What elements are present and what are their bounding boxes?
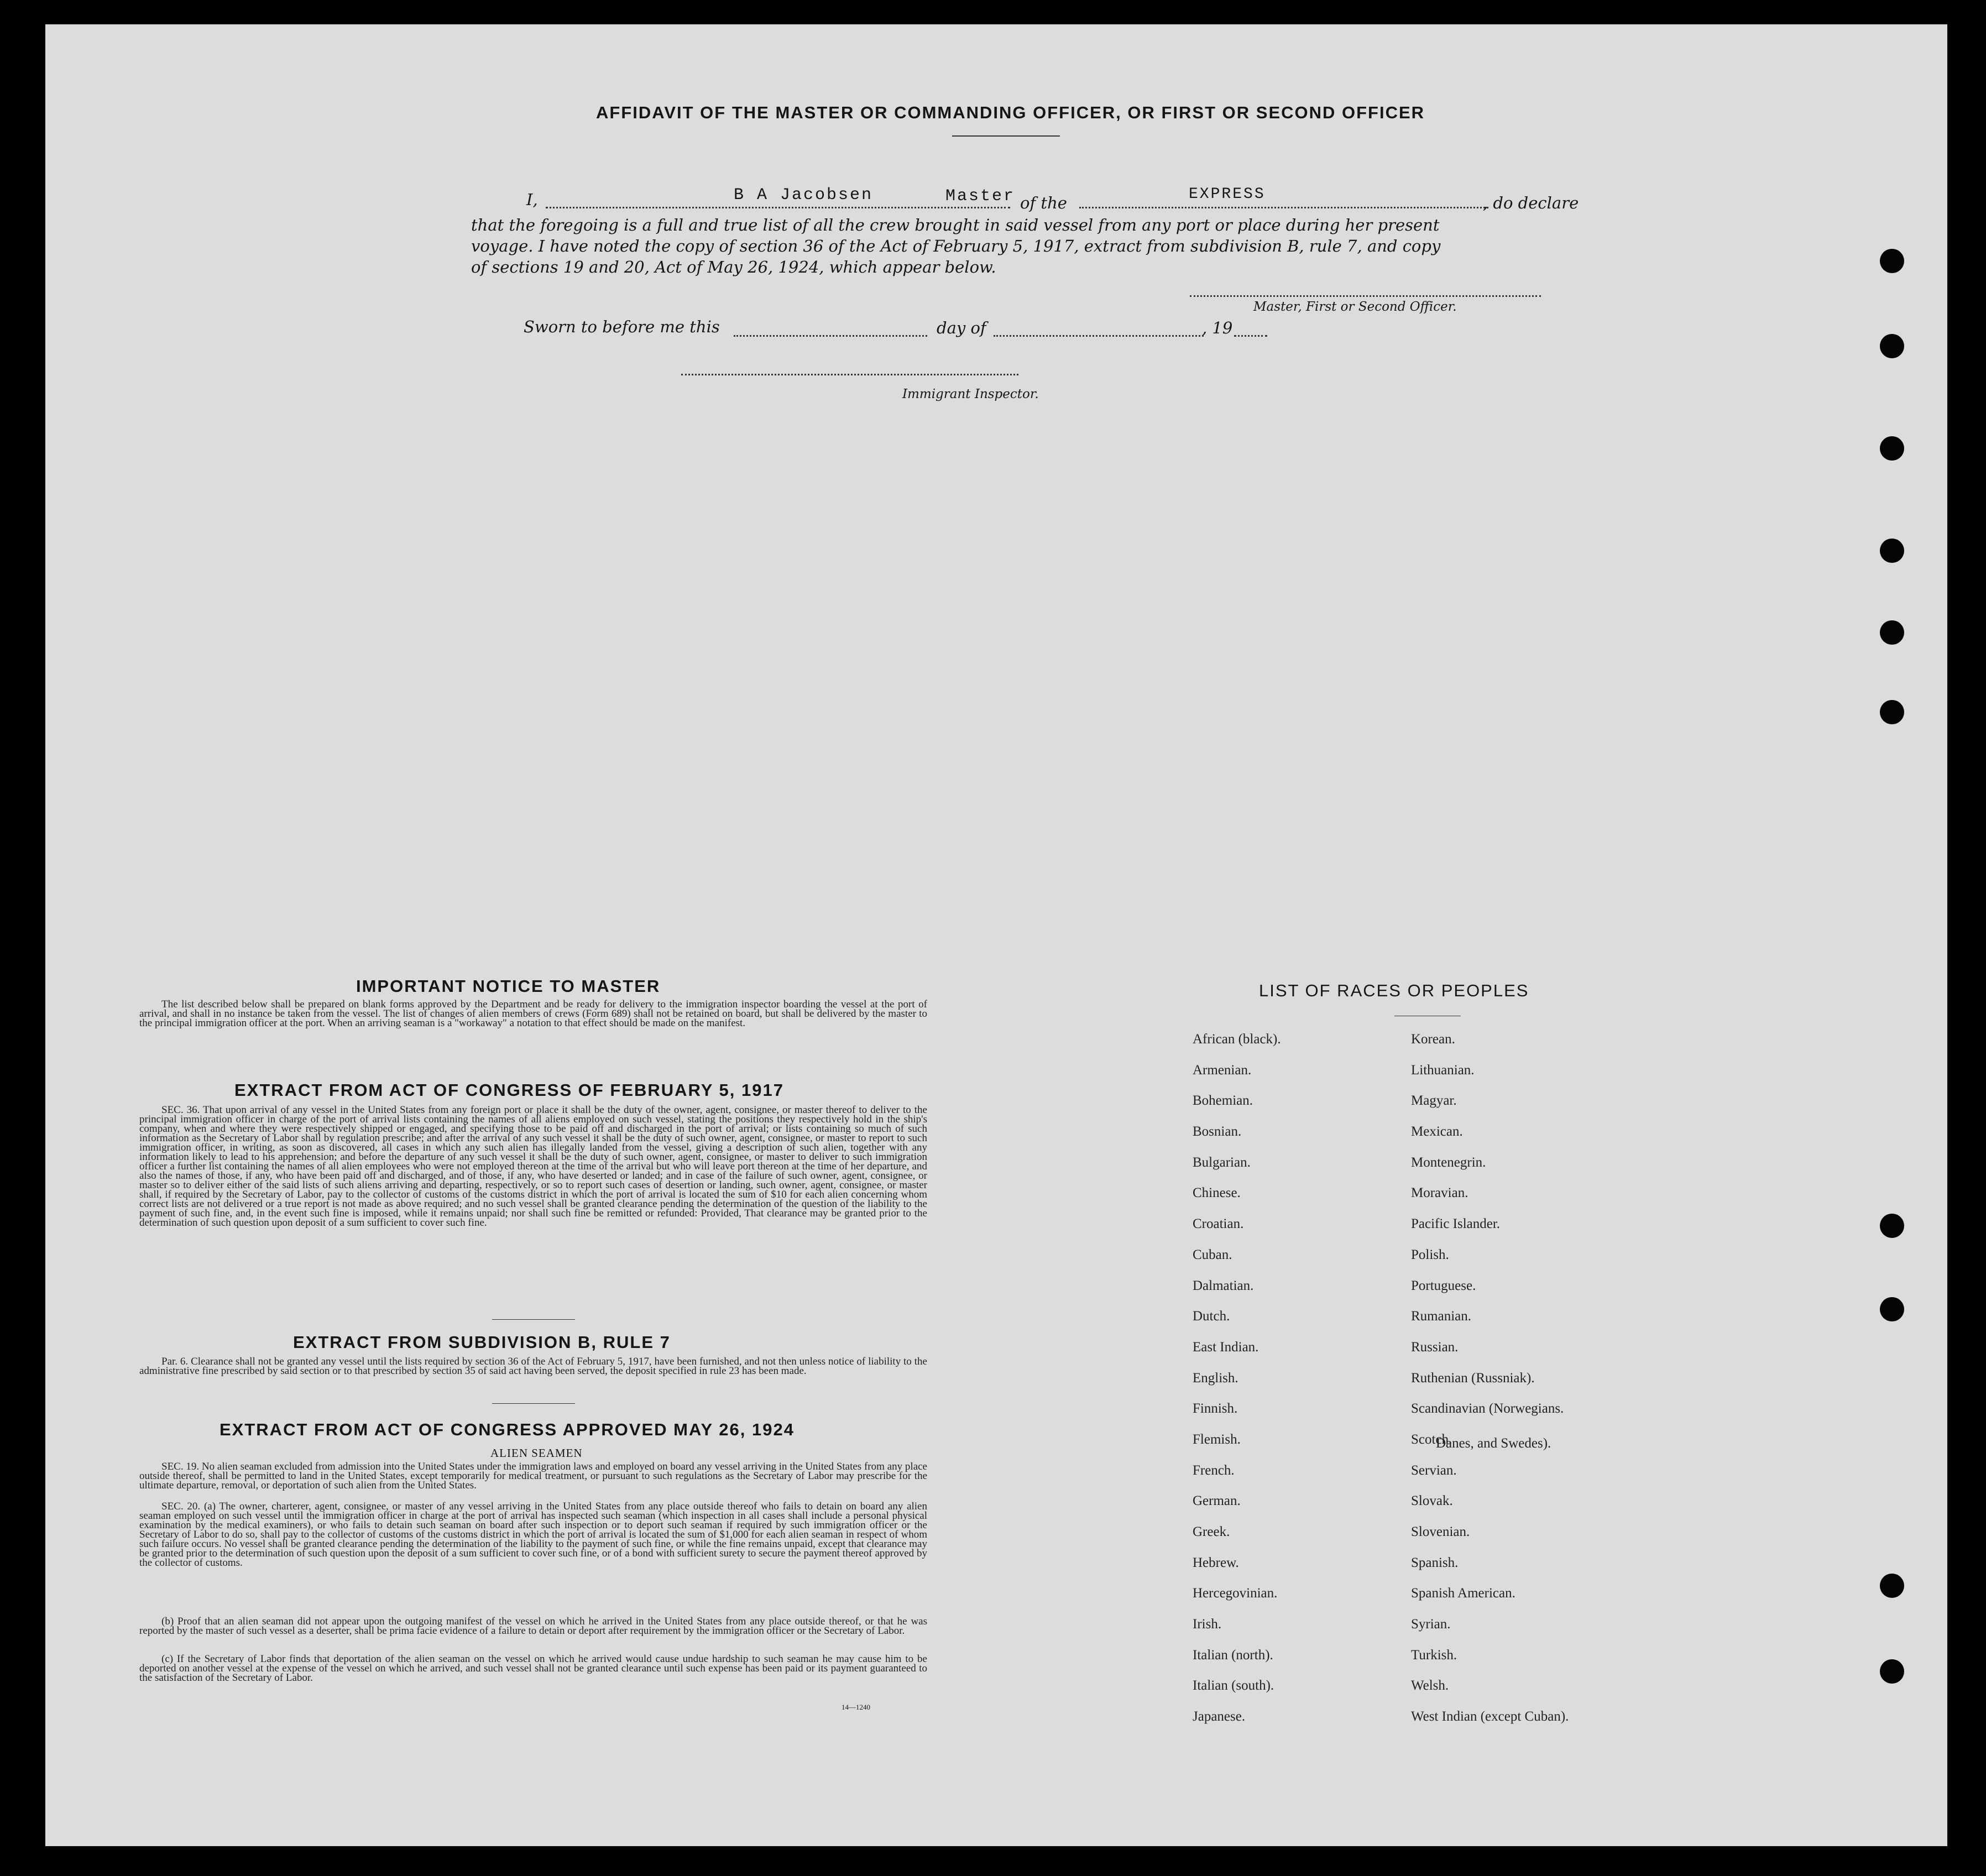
sworn-day-line <box>734 335 927 337</box>
binder-hole-icon <box>1880 249 1904 273</box>
race-item: Japanese. <box>1193 1709 1246 1725</box>
section-20b-text: (b) Proof that an alien seaman did not appear upon the outgoing manifest of the vessel on which he arrived in the United States from any place outside thereof, or that he was reported by the master of such vessel as a deserter, shall be prima facie evidence of a failure to detain or deport after requirement by the immigration officer or the Secretary of Labor. <box>139 1616 927 1637</box>
races-left-column <box>1193 1032 1281 1740</box>
section-20c-text: (c) If the Secretary of Labor finds that deportation of the alien seaman on the vessel on which he arrived would cause undue hardship to such seaman he may cause him to be deported on another vessel at the expense of the vessel on which he arrived, and such vessel shall not be granted clearance until such expense has been paid or its payment guaranteed to the satisfaction of the Secretary of Labor. <box>139 1653 927 1684</box>
race-item: Finnish. <box>1193 1401 1238 1417</box>
race-item: French. <box>1193 1462 1235 1478</box>
race-item: Hercegovinian. <box>1193 1586 1278 1601</box>
race-item: African (black). <box>1193 1032 1281 1047</box>
race-item: Lithuanian. <box>1411 1062 1475 1078</box>
race-item: Magyar. <box>1411 1093 1457 1109</box>
race-item: Portuguese. <box>1411 1278 1476 1293</box>
vessel-line <box>1079 207 1488 208</box>
affidavit-title: AFFIDAVIT OF THE MASTER OR COMMANDING OFFICER, OR FIRST OR SECOND OFFICER <box>596 103 1425 122</box>
signature-caption: Master, First or Second Officer. <box>1253 300 1457 314</box>
race-item-continuation: Danes, and Swedes). <box>1436 1436 1551 1451</box>
divider-rule7 <box>492 1403 575 1404</box>
race-item: West Indian (except Cuban). <box>1411 1709 1569 1725</box>
binder-hole-icon <box>1880 334 1904 358</box>
race-item: Croatian. <box>1193 1216 1244 1232</box>
affidavit-line-4: of sections 19 and 20, Act of May 26, 1924, which appear below. <box>471 258 996 276</box>
binder-hole-icon <box>1880 1659 1904 1684</box>
alien-seamen-subtitle: ALIEN SEAMEN <box>490 1446 583 1460</box>
binder-hole-icon <box>1880 1214 1904 1238</box>
binder-hole-icon <box>1880 700 1904 724</box>
race-item: Montenegrin. <box>1411 1154 1486 1170</box>
binder-hole-icon <box>1880 620 1904 645</box>
divider-1917 <box>492 1319 575 1320</box>
race-item: Ruthenian (Russniak). <box>1411 1370 1535 1386</box>
race-item: German. <box>1193 1493 1241 1509</box>
day-of-label: day of <box>937 318 986 337</box>
vessel-name-field: EXPRESS <box>1189 186 1266 203</box>
inspector-caption: Immigrant Inspector. <box>902 387 1039 401</box>
race-item: Polish. <box>1411 1247 1449 1262</box>
race-item: Slovenian. <box>1411 1524 1470 1539</box>
master-name-field: B A Jacobsen <box>734 186 874 205</box>
race-item: Spanish. <box>1411 1555 1459 1570</box>
race-item: Korean. <box>1411 1032 1455 1047</box>
title-underline <box>952 135 1060 137</box>
race-item: Servian. <box>1411 1462 1457 1478</box>
race-item: Hebrew. <box>1193 1555 1239 1570</box>
race-item: Cuban. <box>1193 1247 1232 1262</box>
race-item: Italian (north). <box>1193 1647 1273 1663</box>
race-item: Rumanian. <box>1411 1309 1472 1324</box>
race-item: Chinese. <box>1193 1185 1241 1201</box>
races-right-column <box>1411 1032 1569 1740</box>
race-item: Syrian. <box>1411 1617 1451 1632</box>
race-item: Slovak. <box>1411 1493 1453 1509</box>
sworn-month-line <box>994 335 1204 337</box>
races-title: LIST OF RACES OR PEOPLES <box>1259 981 1529 1000</box>
document-page <box>45 24 1947 1846</box>
binder-hole-icon <box>1880 1574 1904 1598</box>
extract-1917-text: SEC. 36. That upon arrival of any vessel in the United States from any foreign port or place it shall be the duty of the owner, agent, consignee, or master thereof to deliver to the principal immigration officer in charge of the port of arrival lists containing the names of all aliens employed on such vessel, stating the positions they respectively hold in the ship's company, when and where they were respectively shipped or engaged, and specifying those to be paid off and discharged in the port of arrival; or lists containing so much of such information as the Secretary of Labor shall by regulation prescribe; and after the arrival of any such vessel it shall be the duty of such owner, agent, consignee, or master to report to such immigration officer, in writing, as soon as discovered, all cases in which any such alien has illegally landed from the vessel, giving a description of such alien, together with any information likely to lead to his apprehension; and before the departure of any such vessel it shall be the duty of such owner, agent, consignee, or master to deliver to such immigration officer a further list containing the names of all alien employees who were not employed thereon at the time of the arrival but who will leave port thereon at the time of her departure, and also the names of those, if any, who have been paid off and discharged, and of those, if any, who have deserted or landed; and in case of the failure of such owner, agent, consignee, or master so to deliver either of the said lists of such aliens arriving and departing, respectively, or so to report such cases of desertion or landing, such owner, agent, consignee, or master shall, if required by the Secretary of Labor, pay to the collector of customs of the customs district in which the port of arrival is located the sum of $10 for each alien concerning whom correct lists are not delivered or a true report is not made as above required; and no such vessel shall be granted clearance pending the determination of the question of the liability to the payment of such fine, and, in the event such fine is imposed, while it remains unpaid; nor shall such fine be remitted or refunded: Provided, That clearance may be granted prior to the determination of such question upon deposit of a sum sufficient to cover such fine. <box>139 1104 927 1229</box>
extract-1924-title: EXTRACT FROM ACT OF CONGRESS APPROVED MAY 26, 1924 <box>219 1420 795 1439</box>
signature-line <box>1190 295 1541 297</box>
master-rank-field: Master <box>945 187 1016 206</box>
race-item: Flemish. <box>1193 1431 1241 1447</box>
affidavit-line-3: voyage. I have noted the copy of section 36 of the Act of February 5, 1917, extract from subdivision B, rule 7, and copy <box>471 237 1441 255</box>
race-item: Bohemian. <box>1193 1093 1253 1109</box>
do-declare-label: , do declare <box>1483 194 1579 212</box>
race-item: Greek. <box>1193 1524 1230 1539</box>
affidavit-pronoun: I, <box>526 190 538 209</box>
sworn-label: Sworn to before me this <box>524 317 720 336</box>
section-20a-text: SEC. 20. (a) The owner, charterer, agent, consignee, or master of any vessel arriving in the United States from any place outside thereof who fails to detain on board any alien seaman employed on such vessel until the immigration officer in charge at the port of arrival has inspected such seaman (which inspection in all cases shall include a personal physical examination by the medical examiners), or who fails to detain such seaman on board after such inspection or to deport such seaman if required by such immigration officer or the Secretary of Labor to do so, shall pay to the collector of customs of the customs district in which the port of arrival is located the sum of $1,000 for each alien seaman in respect of whom such failure occurs. No vessel shall be granted clearance pending the determination of the liability to the payment of such fine, or while the fine remains unpaid, except that clearance may be granted prior to the determination of such question upon the deposit of a sum sufficient to cover such fine, or of a bond with sufficient surety to secure the payment thereof approved by the collector of customs. <box>139 1501 927 1569</box>
binder-hole-icon <box>1880 436 1904 461</box>
race-item: English. <box>1193 1370 1238 1386</box>
notice-title: IMPORTANT NOTICE TO MASTER <box>356 976 661 996</box>
race-item: Irish. <box>1193 1617 1222 1632</box>
race-item: Bulgarian. <box>1193 1154 1251 1170</box>
race-item: Turkish. <box>1411 1647 1457 1663</box>
race-item: Pacific Islander. <box>1411 1216 1501 1232</box>
race-item: Scandinavian (Norwegians. <box>1411 1401 1564 1417</box>
binder-hole-icon <box>1880 1297 1904 1321</box>
race-item: Moravian. <box>1411 1185 1468 1201</box>
race-item: Bosnian. <box>1193 1124 1242 1140</box>
race-item: Italian (south). <box>1193 1678 1274 1694</box>
name-line <box>546 207 1010 208</box>
rule7-title: EXTRACT FROM SUBDIVISION B, RULE 7 <box>293 1332 671 1352</box>
race-item: Mexican. <box>1411 1124 1463 1140</box>
binder-hole-icon <box>1880 539 1904 563</box>
race-item: Scotch. <box>1411 1431 1452 1447</box>
inspector-line <box>681 374 1018 375</box>
race-item: Armenian. <box>1193 1062 1252 1078</box>
affidavit-line-2: that the foregoing is a full and true list of all the crew brought in said vessel from any port or place during her present <box>471 216 1440 234</box>
section-19-text: SEC. 19. No alien seaman excluded from admission into the United States under the immigration laws and employed on board any vessel arriving in the United States from any place outside thereof, shall be permitted to land in the United States, except temporarily for medical treatment, or pursuant to such regulations as the Secretary of Labor may prescribe for the ultimate departure, removal, or deportation of such alien from the United States. <box>139 1461 927 1491</box>
race-item: Welsh. <box>1411 1678 1449 1694</box>
race-item: Russian. <box>1411 1339 1459 1355</box>
notice-text: The list described below shall be prepared on blank forms approved by the Department and be ready for delivery to the immigration inspector boarding the vessel at the port of arrival, and shall in no instance be taken from the vessel. The list of changes of alien members of crews (Form 689) shall not be retained on board, but shall be delivered by the master to the principal immigration officer at the port. When an arriving seaman is a "workaway" a notation to that effect should be made on the manifest. <box>139 999 927 1029</box>
of-the-label: of the <box>1020 194 1067 212</box>
rule7-text: Par. 6. Clearance shall not be granted any vessel until the lists required by section 36 of the Act of February 5, 1917, have been furnished, and not then unless notice of liability to the administrative fine prescribed by said section or to that prescribed by section 35 of said act having been served, the deposit specified in rule 23 has been made. <box>139 1356 927 1377</box>
race-item: Dalmatian. <box>1193 1278 1254 1293</box>
form-number: 14—1240 <box>842 1703 870 1711</box>
race-item: Dutch. <box>1193 1309 1230 1324</box>
extract-1917-title: EXTRACT FROM ACT OF CONGRESS OF FEBRUARY 5, 1917 <box>234 1080 784 1100</box>
race-item: East Indian. <box>1193 1339 1259 1355</box>
year-line <box>1234 335 1267 337</box>
year-label: , 19 <box>1202 318 1233 337</box>
race-item: Spanish American. <box>1411 1586 1515 1601</box>
